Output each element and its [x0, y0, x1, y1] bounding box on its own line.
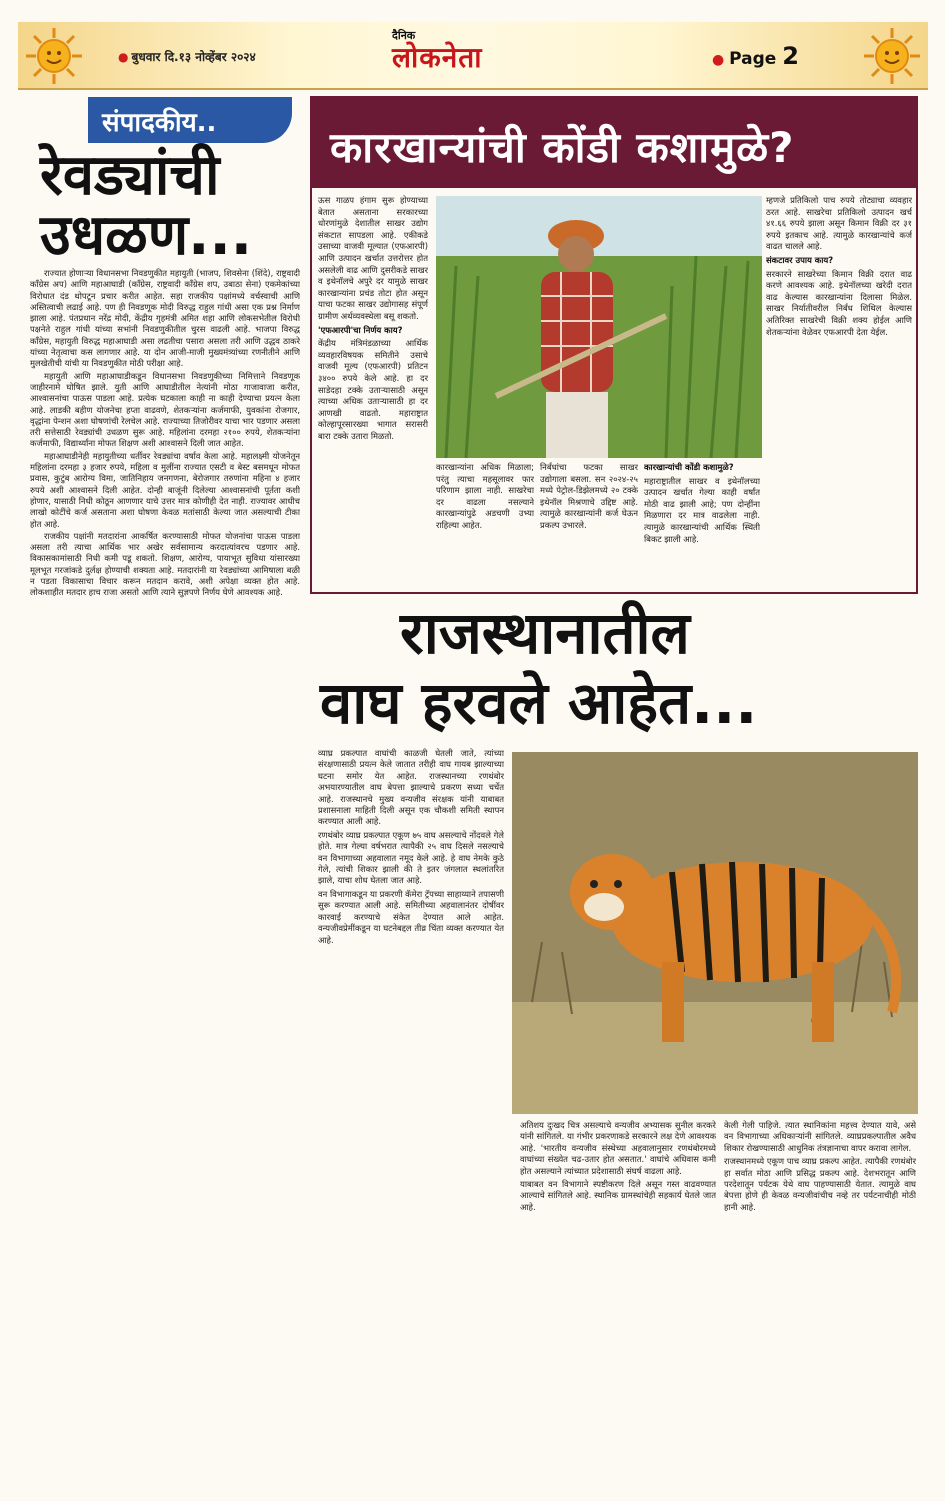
paragraph: केंद्रीय मंत्रिमंडळाच्या आर्थिक व्यवहारविषयक समितीने उसाचे वाजवी मूल्य (एफआरपी) प्रतिटन ३४०० रुपये केले आहे. हा दर साडेदहा टक्के उताऱ्यासाठी असून त्याच्या अधिक उताऱ्यासाठी हा दर आणखी वाढतो. महाराष्ट्रात कोल्हापूरसारख्या भागात सरासरी बारा टक्के उतारा मिळतो. [318, 338, 428, 441]
sun-icon [24, 26, 84, 86]
sun-icon [862, 26, 922, 86]
paragraph: सरकारने साखरेच्या किमान विक्री दरात वाढ करणे आवश्यक आहे. इथेनॉलच्या खरेदी दरात वाढ केल्यास कारखान्यांना दिलासा मिळेल. साखर निर्यातीवरील निर्बंध शिथिल केल्यास अतिरिक्त साखरेची विक्री शक्य होईल आणि शेतकऱ्यांना वेळेवर एफआरपी देता येईल. [766, 268, 912, 337]
subheading: कारखान्यांची कोंडी कशामुळे? [644, 462, 734, 472]
paragraph: महाआघाडीनेही महायुतीच्या धर्तीवर रेवड्यांचा वर्षाव केला आहे. महालक्ष्मी योजनेतून महिलांना दरमहा ३ हजार रुपये, महिला व मुलींना राज्यात एसटी व बेस्ट बसमधून मोफत प्रवास, कुटुंब आरोग्य विमा, जातिनिहाय जनगणना, बेरोजगार तरुणांना महिना ४ हजार रुपये अशी आश्वासने दिली आहेत. दोन्ही बाजूंनी दिलेल्या आश्वासनांची पूर्तता कशी होणार, यासाठी निधी कोठून आणणार याचे उत्तर मात्र कोणीही देत नाही. राज्यावर आधीच लाखो कोटींचे कर्ज असताना अशा घोषणा केवळ मतांसाठी केल्या जात असल्याची टीका होत आहे. [30, 450, 300, 529]
editorial-body [30, 268, 300, 1480]
editorial-headline[interactable]: रेवड्यांची उधळण... [40, 143, 252, 268]
issue-date: ● बुधवार दि.१३ नोव्हेंबर २०२४ [118, 50, 256, 64]
paragraph: व्याघ्र प्रकल्पात वाघांची काळजी घेतली जाते, त्यांच्या संरक्षणासाठी प्रयत्न केले जातात तरीही वाघ गायब झाल्याच्या घटना समोर येत आहेत. राजस्थानच्या रणथंबोर अभयारण्यातील वाघ बेपत्ता झाल्याचे प्रकरण सध्या चर्चेत आहे. राजस्थानचे मुख्य वन्यजीव संरक्षक यांनी याबाबत प्रशासनाला माहिती दिली असून एक चौकशी समिती स्थापन करण्यात आली आहे. [318, 748, 504, 827]
farmer-sugarcane-photo[interactable] [436, 196, 762, 458]
paragraph: अतिशय दुःखद चित्र असल्याचे वन्यजीव अभ्यासक सुनील करकरे यांनी सांगितले. या गंभीर प्रकरणाकडे सरकारने लक्ष देणे आवश्यक आहे. 'भारतीय वन्यजीव संस्थेच्या अहवालानुसार रणथंबोरमध्ये वाघांच्या संख्येत चढ-उतार होत असतात.' वाघांचे अधिवास कमी होत असल्याने त्यांच्यात प्रदेशासाठी संघर्ष वाढला आहे. [520, 1120, 716, 1176]
newspaper-logo[interactable] [386, 24, 566, 86]
paragraph: राजस्थानमध्ये एकूण पाच व्याघ्र प्रकल्प आहेत. त्यापैकी रणथंबोर हा सर्वात मोठा आणि प्रसिद्ध प्रकल्प आहे. देशभरातून आणि परदेशातून पर्यटक येथे वाघ पाहण्यासाठी येतात. त्यामुळे वाघ बेपत्ता होणे ही केवळ वन्यजीवांचीच नव्हे तर पर्यटनाचीही मोठी हानी आहे. [724, 1156, 916, 1212]
article-column [766, 195, 912, 585]
article-column [318, 748, 504, 1488]
article-headline-banner[interactable] [310, 96, 918, 188]
article-headline-line[interactable]: वाघ हरवले आहेत... [320, 669, 758, 737]
article-column [724, 1120, 916, 1488]
paragraph: वन विभागाकडून या प्रकरणी कॅमेरा ट्रॅपच्या साहाय्याने तपासणी सुरू करण्यात आली आहे. समितीच्या अहवालानंतर दोषींवर कारवाई करण्याचे संकेत देण्यात आले आहेत. वन्यजीवप्रेमींकडून या घटनेबद्दल तीव्र चिंता व्यक्त करण्यात येत आहे. [318, 888, 504, 945]
article-column [644, 462, 760, 586]
article-column [318, 195, 428, 585]
article-headline-line[interactable]: राजस्थानातील [400, 599, 690, 667]
subheading: 'एफआरपी'चा निर्णय काय? [318, 324, 403, 335]
article-headline: कारखान्यांची कोंडी कशामुळे? [330, 123, 795, 172]
paragraph: राज्यात होणाऱ्या विधानसभा निवडणुकीत महायुती (भाजप, शिवसेना (शिंदे), राष्ट्रवादी काँग्रेस अप) आणि महाआघाडी (काँग्रेस, राष्ट्रवादी काँग्रेस शप, उबाठा सेना) एकमेकांच्या विरोधात दंड थोपटून प्रचार करीत आहेत. सहा राजकीय पक्षांमध्ये वर्चस्वाची आणि अस्तित्वाची लढाई आहे. पण ही निवडणूक मोदी विरुद्ध राहुल गांधी असा एक प्रश्न निर्माण झाला आहे. पंतप्रधान नरेंद्र मोदी, केंद्रीय गृहमंत्री अमित शहा आणि लोकसभेतील विरोधी पक्षनेते राहुल गांधी यांच्या सभांनी निवडणुकीतील चुरस वाढली आहे. भाजपा विरुद्ध काँग्रेस, महायुती विरुद्ध महाआघाडी असा लढतीचा पसारा असला तरी आणि उद्धव ठाकरे यांच्या नेतृत्वाचा कस लागणार आहे. या दोन आजी-माजी मुख्यमंत्र्यांच्या रणनीतीने आणि मुलखेतीची यांची या निवडणुकीत मोठी परीक्षा आहे. [30, 268, 300, 369]
paragraph: महाराष्ट्रातील साखर व इथेनॉलच्या उत्पादन खर्चात गेल्या काही वर्षांत मोठी वाढ झाली आहे; पण दोन्हींना मिळणारा दर मात्र वाढलेला नाही. त्यामुळे कारखान्यांची आर्थिक स्थिती बिकट झाली आहे. [644, 475, 760, 544]
paragraph: राजकीय पक्षांनी मतदारांना आकर्षित करण्यासाठी मोफत योजनांचा पाऊस पाडला असला तरी त्याचा आर्थिक भार अखेर सर्वसामान्य करदात्यांवरच पडणार आहे. विकासकामांसाठी निधी कमी पडू शकतो. शिक्षण, आरोग्य, पायाभूत सुविधा यांसारख्या मूलभूत गरजांकडे दुर्लक्ष होण्याची शक्यता आहे. मतदारांनी या रेवड्यांच्या आमिषाला बळी न पडता विकासाचा विचार करून मतदान करावे, अशी अपेक्षा व्यक्त होत आहे. लोकशाहीत मतदार हाच राजा असतो आणि त्याने सुज्ञपणे निर्णय घेणे आवश्यक आहे. [30, 530, 300, 598]
logo-title: लोकनेता [392, 41, 483, 74]
paragraph: निर्बंधांचा फटका साखर उद्योगाला बसला. सन २०२४-२५ मध्ये पेट्रोल-डिझेलमध्ये २० टक्के इथेनॉल मिश्रणाचे उद्दिष्ट आहे. त्यामुळे कारखान्यांनी कर्ज घेऊन प्रकल्प उभारले. [540, 462, 638, 530]
paragraph: याबाबत वन विभागाने स्पष्टीकरण दिले असून गस्त वाढवण्यात आल्याचे सांगितले आहे. स्थानिक ग्रामस्थांचेही सहकार्य घेतले जात आहे. [520, 1179, 716, 1212]
paragraph: रणथंबोर व्याघ्र प्रकल्पात एकूण ७५ वाघ असल्याचे नोंदवले गेले होते. मात्र गेल्या वर्षभरात त्यापैकी २५ वाघ दिसले नसल्याचे वन विभागाच्या अहवालात नमूद केले आहे. हे वाघ नेमके कुठे गेले, त्यांची शिकार झाली की ते इतर जंगलात स्थलांतरित झाले, याचा शोध घेतला जात आहे. [318, 829, 504, 886]
subheading: संकटावर उपाय काय? [766, 254, 834, 265]
article-column [520, 1120, 716, 1488]
article-column [540, 462, 638, 586]
paragraph: ऊस गाळप हंगाम सुरू होण्याच्या बेतात असताना सरकारच्या धोरणांमुळे देशातील साखर उद्योग संकटात सापडला आहे. एकीकडे उसाच्या वाजवी मूल्यात (एफआरपी) आणि उत्पादन खर्चात उत्तरोत्तर होत असलेली वाढ आणि दुसरीकडे साखर व इथेनॉलचे अपुरे दर यामुळे साखर कारखान्यांना प्रचंड तोटा होत असून याचा फटका साखर उद्योगासह संपूर्ण ग्रामीण अर्थव्यवस्थेला बसू शकतो. [318, 195, 428, 321]
paragraph: कारखान्यांना अधिक मिळाला; परंतु त्याचा महसूलावर फार परिणाम झाला नाही. साखरेचा दर वाढला नसल्याने कारखान्यांपुढे अडचणी उभ्या राहिल्या आहेत. [436, 462, 534, 530]
tiger-photo[interactable] [512, 752, 918, 1114]
editorial-section-label: संपादकीय.. [88, 97, 292, 143]
page-number: ● Page 2 [712, 42, 799, 70]
paragraph: म्हणजे प्रतिकिलो पाच रुपये तोट्याचा व्यवहार ठरत आहे. साखरेचा प्रतिकिलो उत्पादन खर्च ४१.६६ रुपये झाला असून किमान विक्री दर ३१ रुपये इतकाच आहे. त्यामुळे कारखान्यांचे कर्ज वाढत चालले आहे. [766, 195, 912, 252]
masthead [18, 22, 928, 90]
logo-prefix: दैनिक [392, 29, 416, 42]
article-column [436, 462, 534, 586]
paragraph: महायुती आणि महाआघाडीकडून विधानसभा निवडणुकीच्या निमित्ताने निवडणूक जाहीरनामे घोषित झाले. युती आणि आघाडीतील नेत्यांनी मोठा गाजावाजा करीत, आश्वासनांचा पाऊस पाडला आहे. प्रत्येक घटकाला काही ना काही देण्याचा प्रयत्न केला आहे. लाडकी बहीण योजनेचा हप्ता वाढवणे, शेतकऱ्यांना कर्जमाफी, युवकांना रोजगार, वृद्धांना पेन्शन अशा घोषणांची रेलचेल आहे. राज्याच्या तिजोरीवर याचा भार पडणार असला तरी सत्तेसाठी रेवड्यांची उधळण सुरू आहे. महिलांना दरमहा २१०० रुपये, शेतकऱ्यांना कर्जमाफी, विद्यार्थ्यांना मोफत शिक्षण अशी आश्वासने दिली जात आहेत. [30, 370, 300, 449]
paragraph: केली गेली पाहिजे. त्यात स्थानिकांना महत्त्व देण्यात यावे, असे वन विभागाच्या अधिकाऱ्यांनी सांगितले. व्याघ्रप्रकल्पातील अवैध शिकार रोखण्यासाठी आधुनिक तंत्रज्ञानाचा वापर करावा लागेल. [724, 1120, 916, 1153]
